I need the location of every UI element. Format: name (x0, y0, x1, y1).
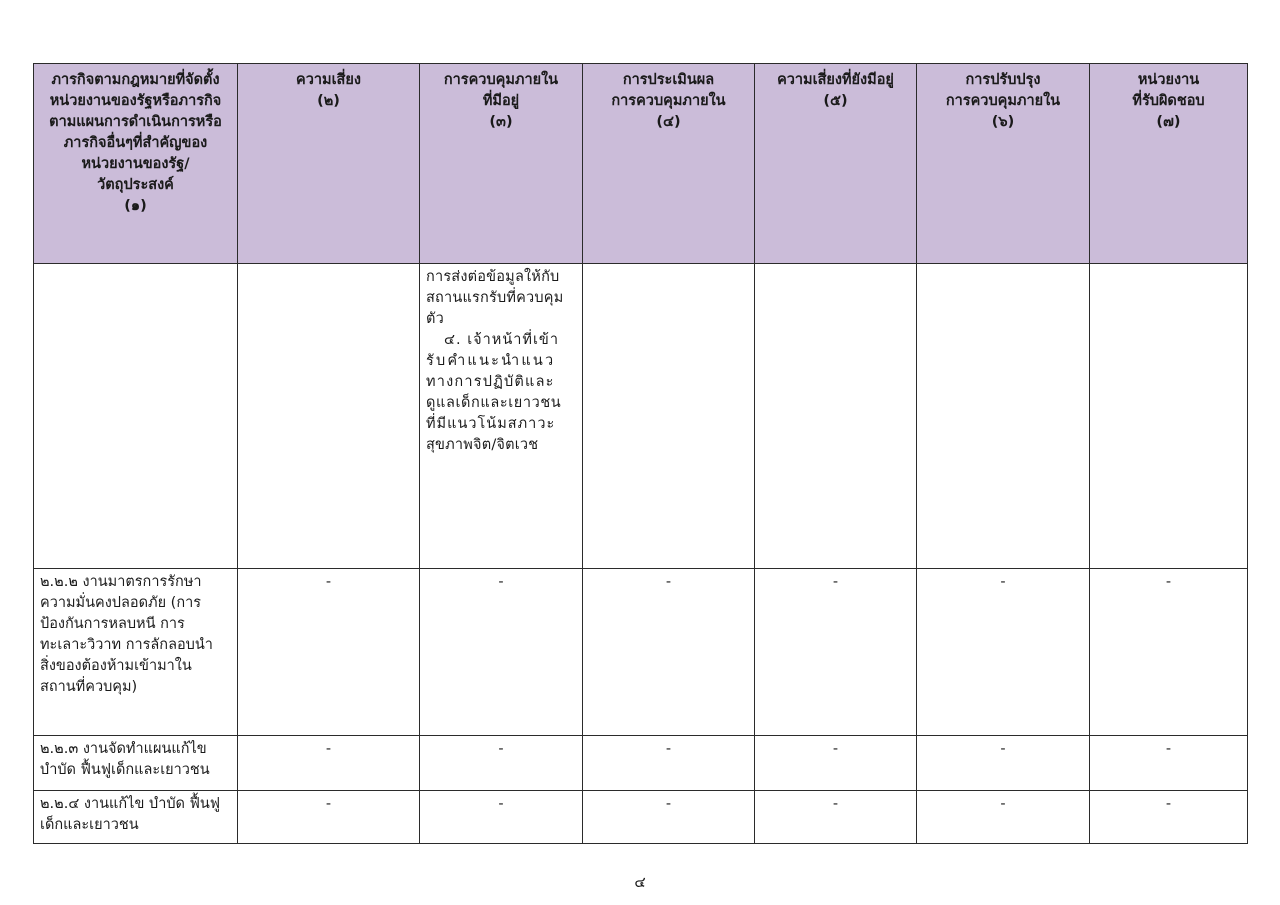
table-cell (34, 264, 238, 569)
header-line: ที่รับผิดชอบ (1132, 93, 1205, 109)
header-line: หน่วยงาน (1137, 72, 1200, 88)
cell-line: ๒.๒.๒ งานมาตรการรักษา (40, 574, 202, 590)
header-line: (๖) (991, 114, 1015, 130)
table-cell (238, 264, 420, 569)
table-cell: - (238, 569, 420, 736)
header-line: การประเมินผล (622, 72, 715, 88)
table-row (34, 791, 1248, 844)
table-cell (1090, 264, 1248, 569)
header-line: (๑) (124, 198, 147, 214)
table-cell: - (1090, 791, 1248, 844)
header-line: ภารกิจตามกฎหมายที่จัดตั้ง (51, 72, 220, 88)
header-line: ความเสี่ยงที่ยังมีอยู่ (777, 72, 894, 88)
table-cell: - (755, 736, 917, 791)
table-header-row (34, 64, 1248, 264)
table-row (34, 264, 1248, 569)
header-existing-control (420, 64, 583, 264)
header-line: วัตถุประสงค์ (97, 177, 174, 193)
header-line: (๓) (489, 114, 513, 130)
table-cell (583, 264, 755, 569)
table-cell: - (755, 791, 917, 844)
mission-cell (34, 791, 238, 844)
header-line: ที่มีอยู่ (482, 93, 520, 109)
header-line: ตามแผนการดำเนินการหรือ (49, 114, 222, 130)
header-responsible-unit (1090, 64, 1248, 264)
cell-line: บำบัด ฟื้นฟูเด็กและเยาวชน (40, 762, 210, 778)
cell-line: สถานที่ควบคุม) (40, 679, 138, 695)
page-number: ๔ (634, 873, 646, 891)
cell-line: ความมั่นคงปลอดภัย (การ (40, 595, 202, 611)
header-line: การปรับปรุง (965, 72, 1041, 88)
mission-cell (34, 736, 238, 791)
header-control-improvement (917, 64, 1090, 264)
cell-line: ตัว (426, 311, 444, 327)
header-line: ความเสี่ยง (296, 72, 361, 88)
table-cell: - (238, 736, 420, 791)
table-cell (917, 264, 1090, 569)
table-cell: - (583, 736, 755, 791)
header-line: ภารกิจอื่นๆที่สำคัญของ (63, 135, 208, 151)
header-line: การควบคุมภายใน (611, 93, 726, 109)
table-cell: - (917, 569, 1090, 736)
cell-line: ทะเลาะวิวาท การลักลอบนำ (40, 637, 213, 653)
table-cell: - (420, 569, 583, 736)
table-cell: - (917, 791, 1090, 844)
cell-line: ดูแลเด็กและเยาวชน (426, 395, 562, 411)
table-cell (755, 264, 917, 569)
table-cell: - (238, 791, 420, 844)
mission-cell (34, 569, 238, 736)
table-cell: - (755, 569, 917, 736)
cell-line: ที่มีแนวโน้มสภาวะ (426, 416, 556, 432)
header-line: หน่วยงานของรัฐหรือภารกิจ (49, 93, 222, 109)
header-line: การควบคุมภายใน (443, 72, 559, 88)
table-cell: - (917, 736, 1090, 791)
table-row (34, 736, 1248, 791)
header-line: หน่วยงานของรัฐ/ (81, 156, 190, 172)
cell-line: สถานแรกรับที่ควบคุม (426, 290, 564, 306)
cell-line: การส่งต่อข้อมูลให้กับ (426, 269, 560, 285)
header-mission (34, 64, 238, 264)
header-risk (238, 64, 420, 264)
cell-line: ป้องกันการหลบหนี การ (40, 616, 185, 632)
header-line: การควบคุมภายใน (945, 93, 1061, 109)
table-cell: - (420, 791, 583, 844)
table-cell: - (583, 569, 755, 736)
table-cell: - (1090, 736, 1248, 791)
header-remaining-risk (755, 64, 917, 264)
cell-line: ทางการปฏิบัติและ (426, 374, 555, 390)
table-cell: - (1090, 569, 1248, 736)
table-cell: - (420, 736, 583, 791)
table-cell: - (583, 791, 755, 844)
header-line: (๔) (656, 114, 681, 130)
cell-line: ๒.๒.๔ งานแก้ไข บำบัด ฟื้นฟู (40, 796, 221, 812)
risk-assessment-table (33, 63, 1248, 844)
table-row (34, 569, 1248, 736)
header-line: (๗) (1156, 114, 1181, 130)
cell-line: สุขภาพจิต/จิตเวช (426, 437, 539, 453)
cell-line: ๒.๒.๓ งานจัดทำแผนแก้ไข (40, 741, 207, 757)
cell-line: เด็กและเยาวชน (40, 817, 139, 833)
existing-control-cell (420, 264, 583, 569)
cell-line: ๔. เจ้าหน้าที่เข้า (444, 332, 559, 348)
cell-line: สิ่งของต้องห้ามเข้ามาใน (40, 658, 192, 674)
header-control-evaluation (583, 64, 755, 264)
header-line: (๒) (317, 93, 340, 109)
header-line: (๕) (823, 93, 848, 109)
cell-line: รับคำแนะนำแนว (426, 353, 556, 369)
